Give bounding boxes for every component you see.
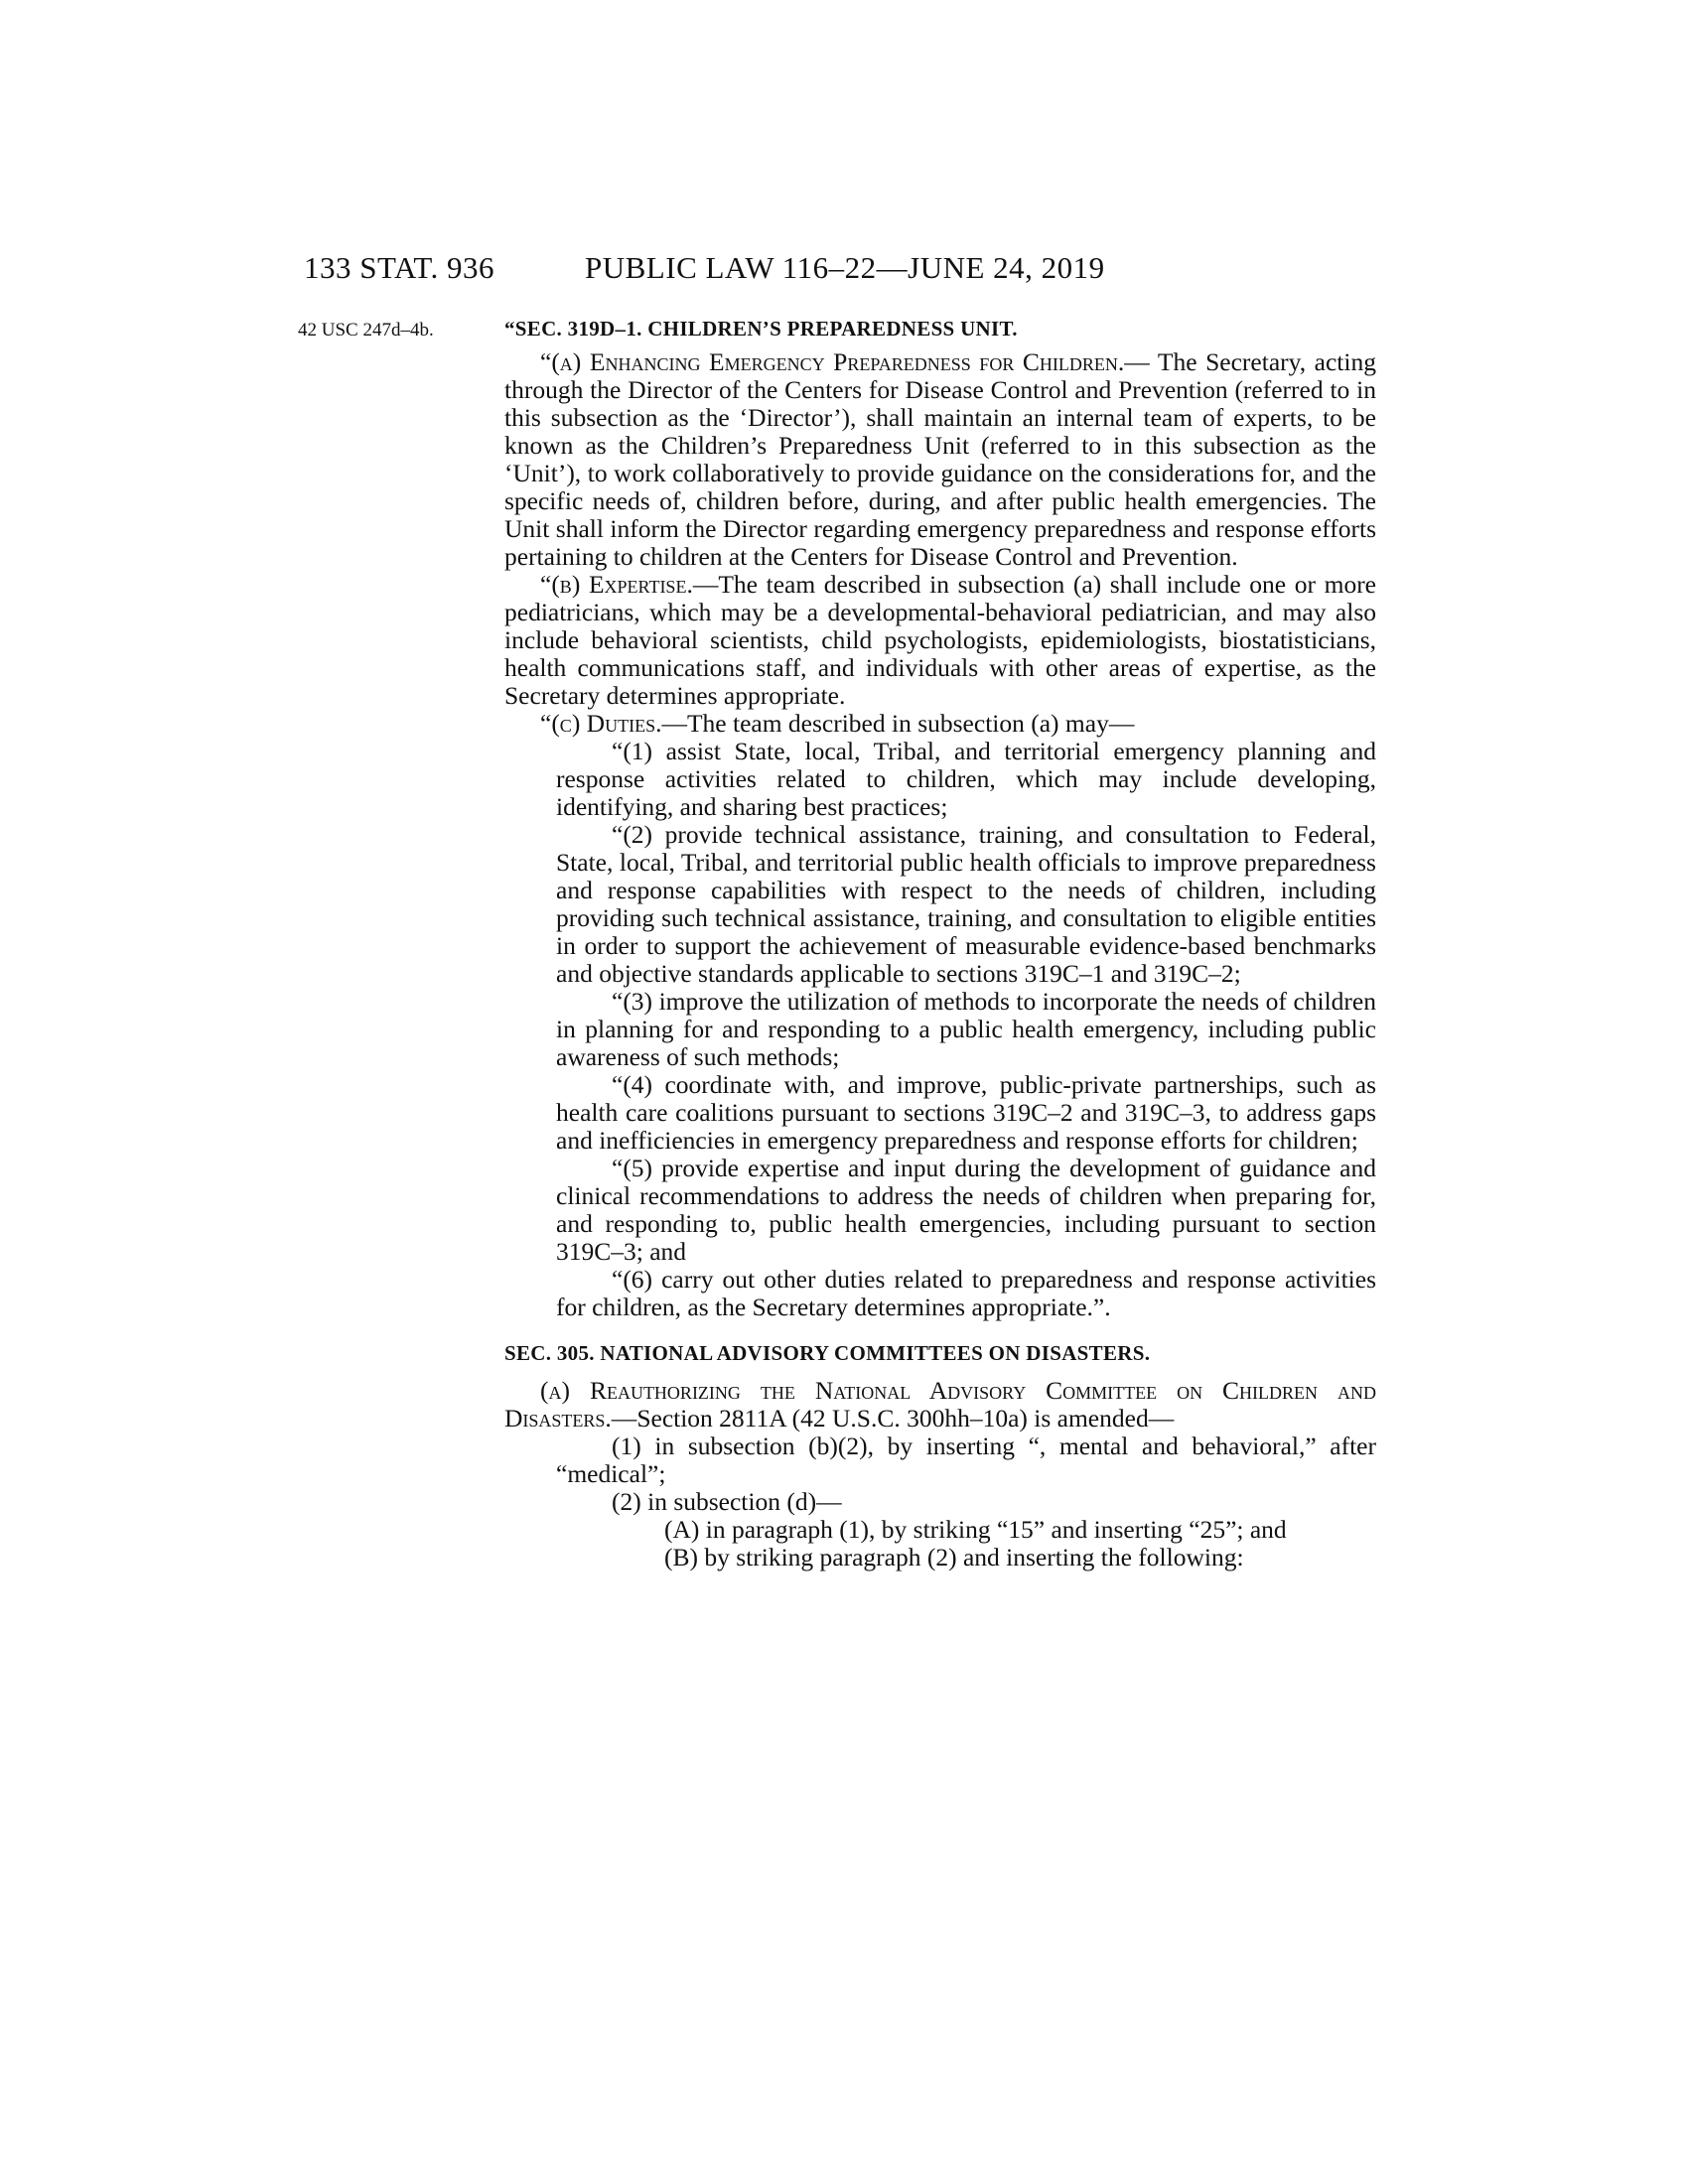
subsection-b-text: The team described in subsection (a) shall include one or more pediatricians, which may be a developmental-behavioral pediatrician, and may also include behavioral scientists, child psychologists, epidemiologists, biostatisticians, health communications staff, and individuals with other areas of expertise, as the Secretary determines appropriate. — [504, 570, 1376, 710]
running-title: PUBLIC LAW 116–22—JUNE 24, 2019 — [585, 250, 1105, 285]
page-number: 133 STAT. 936 — [304, 250, 495, 285]
paragraph-c5: “(5) provide expertise and input during the development of guidance and clinical recommendations to address the needs of children when preparing for, and responding to, public health emergencies, including pursuant to section 319C–3; and — [556, 1154, 1376, 1266]
document-body — [504, 315, 1376, 1571]
subsection-c-text: The team described in subsection (a) may— — [686, 709, 1135, 738]
sec305-subsection-a — [504, 1377, 1376, 1433]
sec305-subsection-a-text: Section 2811A (42 U.S.C. 300hh–10a) is amended— — [636, 1404, 1175, 1433]
subsection-a-text: The Secretary, acting through the Director of the Centers for Disease Control and Prevention (referred to in this subsection as the ‘Director’), shall maintain an internal team of experts, to be known as the Children’s Preparedness Unit (referred to in this subsection as the ‘Unit’), to work collaboratively to provide guidance on the considerations for, and the specific needs of, children before, during, and after public health emergencies. The Unit shall inform the Director regarding emergency preparedness and response efforts pertaining to children at the Centers for Disease Control and Prevention. — [504, 347, 1376, 571]
paragraph-c3: “(3) improve the utilization of methods to incorporate the needs of children in planning for and responding to a public health emergency, including public awareness of such methods; — [556, 987, 1376, 1071]
paragraph-c4: “(4) coordinate with, and improve, public-private partnerships, such as health care coalitions pursuant to sections 319C–2 and 319C–3, to address gaps and inefficiencies in emergency preparedness and response efforts for children; — [556, 1070, 1376, 1155]
sec305-item-2: (2) in subsection (d)— — [612, 1487, 842, 1516]
section-heading-319d1: “SEC. 319D–1. CHILDREN’S PREPAREDNESS UNIT. — [504, 317, 1018, 341]
subsection-c — [504, 710, 1376, 738]
sec305-item-2a: (A) in paragraph (1), by striking “15” and inserting “25”; and — [664, 1515, 1287, 1544]
margin-citation: 42 USC 247d–4b. — [298, 320, 434, 341]
section-heading-305: SEC. 305. NATIONAL ADVISORY COMMITTEES ON DISASTERS. — [504, 1341, 1151, 1365]
subsection-a — [504, 348, 1376, 571]
paragraph-c1: “(1) assist State, local, Tribal, and territorial emergency planning and response activities related to children, which may include developing, identifying, and sharing best practices; — [556, 737, 1376, 821]
paragraph-c6: “(6) carry out other duties related to preparedness and response activities for children, as the Secretary determines appropriate.”. — [556, 1265, 1376, 1321]
sec305-item-1: (1) in subsection (b)(2), by inserting “, mental and behavioral,” after “medical”; — [556, 1432, 1376, 1488]
subsection-b — [504, 571, 1376, 710]
subsection-c-heading: “(c) Duties.— — [540, 709, 687, 738]
sec305-subsection-a-heading: (a) Reauthorizing the National Advisory Committee on Children and Disasters.— — [504, 1376, 1376, 1433]
sec305-item-2b: (B) by striking paragraph (2) and inserting the following: — [664, 1543, 1244, 1571]
subsection-a-heading: “(a) Enhancing Emergency Preparedness for Children.— — [540, 347, 1150, 376]
subsection-b-heading: “(b) Expertise.— — [540, 570, 719, 599]
paragraph-c2: “(2) provide technical assistance, training, and consultation to Federal, State, local, Tribal, and territorial public health officials to improve preparedness and response capabilities with respect to the needs of children, including providing such technical assistance, training, and consultation to eligible entities in order to support the achievement of measurable evidence-based benchmarks and objective standards applicable to sections 319C–1 and 319C–2; — [556, 820, 1376, 988]
